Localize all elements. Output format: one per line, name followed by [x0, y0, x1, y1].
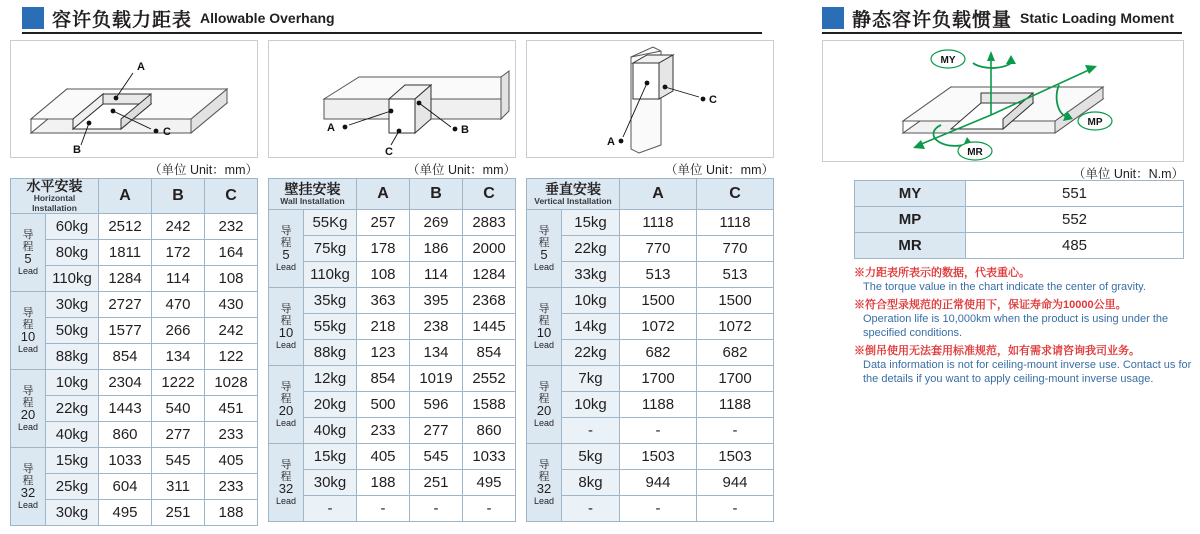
overhang-value-cell: 186: [410, 236, 463, 262]
table-row: [11, 448, 258, 474]
load-value-cell: 15kg: [562, 210, 620, 236]
overhang-value-cell: 944: [620, 470, 697, 496]
table-row: [527, 444, 774, 470]
overhang-value-cell: 451: [205, 396, 258, 422]
overhang-value-cell: 108: [357, 262, 410, 288]
table-row: [527, 418, 774, 444]
overhang-value-cell: 1503: [697, 444, 774, 470]
table-column-header-b: B: [410, 179, 463, 210]
overhang-value-cell: 134: [152, 344, 205, 370]
load-value-cell: -: [304, 496, 357, 522]
overhang-value-cell: 2304: [99, 370, 152, 396]
unit-label-mm: （单位 Unit：mm）: [664, 163, 774, 177]
table-row: [11, 422, 258, 448]
table-vertical-installation: [526, 178, 774, 522]
overhang-value-cell: 242: [205, 318, 258, 344]
table-row: [527, 262, 774, 288]
overhang-value-cell: 218: [357, 314, 410, 340]
figure-horizontal-installation: [10, 40, 258, 158]
table-column-header-b: B: [152, 179, 205, 214]
overhang-value-cell: 134: [410, 340, 463, 366]
table-row: [527, 236, 774, 262]
overhang-value-cell: 188: [357, 470, 410, 496]
table-row: [527, 210, 774, 236]
overhang-value-cell: 108: [205, 266, 258, 292]
overhang-value-cell: -: [620, 496, 697, 522]
table-row: [11, 344, 258, 370]
section-title-en: Allowable Overhang: [200, 10, 335, 26]
table-row: [269, 288, 516, 314]
overhang-value-cell: 233: [205, 474, 258, 500]
load-value-cell: 80kg: [46, 240, 99, 266]
load-value-cell: 60kg: [46, 214, 99, 240]
overhang-value-cell: 545: [410, 444, 463, 470]
overhang-value-cell: 251: [152, 500, 205, 526]
table-row: [527, 366, 774, 392]
table-header-title-en: Wall Installation: [280, 196, 345, 206]
overhang-value-cell: 854: [357, 366, 410, 392]
moment-label-mp: MP: [1087, 117, 1103, 128]
table-row: [527, 288, 774, 314]
overhang-value-cell: 251: [410, 470, 463, 496]
overhang-value-cell: 1033: [463, 444, 516, 470]
overhang-value-cell: 495: [99, 500, 152, 526]
overhang-value-cell: 2727: [99, 292, 152, 318]
overhang-value-cell: 540: [152, 396, 205, 422]
table-row: [11, 500, 258, 526]
load-value-cell: 55kg: [304, 314, 357, 340]
overhang-value-cell: 233: [205, 422, 258, 448]
overhang-value-cell: 1443: [99, 396, 152, 422]
lead-group-cell: 导 程 5 Lead: [269, 210, 304, 288]
overhang-value-cell: 1284: [99, 266, 152, 292]
overhang-value-cell: 1072: [697, 314, 774, 340]
figure-label-B: B: [73, 144, 81, 156]
load-value-cell: 10kg: [46, 370, 99, 396]
table-row: [11, 292, 258, 318]
overhang-value-cell: 682: [697, 340, 774, 366]
overhang-value-cell: -: [697, 418, 774, 444]
overhang-value-cell: 944: [697, 470, 774, 496]
note-item: [854, 344, 1200, 386]
overhang-value-cell: 682: [620, 340, 697, 366]
wall-rail-diagram: [269, 41, 515, 157]
table-row: [527, 470, 774, 496]
table-row: [269, 392, 516, 418]
table-row: [269, 444, 516, 470]
note-text-en: Operation life is 10,000km when the product is using under the specified conditions.: [863, 313, 1169, 339]
overhang-value-cell: -: [410, 496, 463, 522]
table-row: [269, 210, 516, 236]
table-row: [269, 262, 516, 288]
overhang-value-cell: 1033: [99, 448, 152, 474]
table-row: [11, 370, 258, 396]
lead-group-cell: 导 程 32 Lead: [269, 444, 304, 522]
section-rule-right: [822, 32, 1182, 34]
table-header-title: [269, 179, 357, 210]
overhang-value-cell: -: [620, 418, 697, 444]
overhang-value-cell: 2368: [463, 288, 516, 314]
moment-table-row: [855, 181, 1184, 207]
load-value-cell: 88kg: [304, 340, 357, 366]
unit-label-nm: （单位 Unit：N.m）: [1072, 167, 1184, 181]
figure-label-A: A: [607, 136, 615, 148]
load-value-cell: 40kg: [304, 418, 357, 444]
blue-square-icon: [822, 7, 844, 29]
overhang-value-cell: 1500: [620, 288, 697, 314]
load-value-cell: 10kg: [562, 392, 620, 418]
overhang-value-cell: 495: [463, 470, 516, 496]
load-value-cell: -: [562, 418, 620, 444]
overhang-value-cell: -: [463, 496, 516, 522]
overhang-value-cell: 1222: [152, 370, 205, 396]
overhang-value-cell: 123: [357, 340, 410, 366]
moment-label-cell: MR: [855, 233, 966, 259]
figure-static-loading-moment: [822, 40, 1184, 162]
table-column-header-a: A: [357, 179, 410, 210]
table-header-title-en: Vertical Installation: [534, 196, 612, 206]
overhang-value-cell: 405: [205, 448, 258, 474]
overhang-value-cell: 513: [620, 262, 697, 288]
moment-table-row: [855, 233, 1184, 259]
overhang-value-cell: 1118: [620, 210, 697, 236]
moment-table-row: [855, 207, 1184, 233]
lead-group-cell: 导 程 5 Lead: [11, 214, 46, 292]
note-text-en: The torque value in the chart indicate the center of gravity.: [863, 281, 1146, 293]
overhang-value-cell: 860: [99, 422, 152, 448]
moment-value-cell: 552: [966, 207, 1184, 233]
table-header-title-cn: 垂直安装: [545, 181, 601, 197]
lead-group-cell: 导 程 32 Lead: [11, 448, 46, 526]
load-value-cell: 14kg: [562, 314, 620, 340]
load-value-cell: 7kg: [562, 366, 620, 392]
overhang-value-cell: 395: [410, 288, 463, 314]
overhang-value-cell: 269: [410, 210, 463, 236]
lead-group-cell: 导 程 5 Lead: [527, 210, 562, 288]
overhang-value-cell: 596: [410, 392, 463, 418]
overhang-value-cell: 545: [152, 448, 205, 474]
section-title-en: Static Loading Moment: [1020, 10, 1175, 26]
overhang-value-cell: 178: [357, 236, 410, 262]
section-header-static-loading-moment: [822, 5, 1174, 31]
load-value-cell: 35kg: [304, 288, 357, 314]
overhang-value-cell: 1811: [99, 240, 152, 266]
table-row: [269, 340, 516, 366]
table-wall-installation: [268, 178, 516, 522]
overhang-value-cell: 1019: [410, 366, 463, 392]
note-item: [854, 298, 1200, 340]
section-title-cn: 静态容许负载惯量: [852, 9, 1013, 31]
overhang-value-cell: 232: [205, 214, 258, 240]
load-value-cell: 15kg: [46, 448, 99, 474]
figure-vertical-installation: [526, 40, 774, 158]
lead-group-cell: 导 程 20 Lead: [11, 370, 46, 448]
static-loading-moment-table: [854, 180, 1184, 259]
moment-label-cell: MY: [855, 181, 966, 207]
section-rule-left: [22, 32, 762, 34]
lead-group-cell: 导 程 20 Lead: [269, 366, 304, 444]
overhang-value-cell: 1588: [463, 392, 516, 418]
moment-label-cell: MP: [855, 207, 966, 233]
load-value-cell: 30kg: [46, 500, 99, 526]
table-row: [527, 392, 774, 418]
overhang-value-cell: 164: [205, 240, 258, 266]
load-value-cell: 22kg: [562, 340, 620, 366]
overhang-value-cell: 604: [99, 474, 152, 500]
load-value-cell: 33kg: [562, 262, 620, 288]
overhang-value-cell: 188: [205, 500, 258, 526]
figure-label-A: A: [137, 61, 145, 73]
load-value-cell: 12kg: [304, 366, 357, 392]
overhang-value-cell: 233: [357, 418, 410, 444]
figure-wall-installation: [268, 40, 516, 158]
overhang-value-cell: 854: [99, 344, 152, 370]
load-value-cell: 20kg: [304, 392, 357, 418]
table-horizontal-installation: [10, 178, 258, 526]
table-row: [269, 418, 516, 444]
overhang-value-cell: -: [357, 496, 410, 522]
note-text-cn: ※符合型录规范的正常使用下，保证寿命为10000公里。: [854, 299, 1127, 311]
overhang-value-cell: 854: [463, 340, 516, 366]
blue-square-icon: [22, 7, 44, 29]
table-row: [527, 496, 774, 522]
load-value-cell: 30kg: [46, 292, 99, 318]
notes-block: [854, 266, 1200, 390]
overhang-value-cell: 172: [152, 240, 205, 266]
lead-group-cell: 导 程 20 Lead: [527, 366, 562, 444]
table-header-title-en: Horizontal Installation: [32, 193, 77, 213]
overhang-value-cell: 2552: [463, 366, 516, 392]
figure-label-B: B: [461, 124, 469, 136]
note-text-cn: ※力距表所表示的数据，代表重心。: [854, 267, 1030, 279]
figure-label-C: C: [709, 94, 717, 106]
table-row: [11, 318, 258, 344]
overhang-value-cell: 238: [410, 314, 463, 340]
overhang-value-cell: 1445: [463, 314, 516, 340]
load-value-cell: 22kg: [46, 396, 99, 422]
lead-group-cell: 导 程 32 Lead: [527, 444, 562, 522]
table-header-title: [11, 179, 99, 214]
unit-label-mm: （单位 Unit：mm）: [406, 163, 516, 177]
moment-label-my: MY: [940, 55, 956, 66]
load-value-cell: -: [562, 496, 620, 522]
overhang-value-cell: 513: [697, 262, 774, 288]
overhang-value-cell: 2883: [463, 210, 516, 236]
table-row: [269, 236, 516, 262]
table-header-title: [527, 179, 620, 210]
table-row: [11, 214, 258, 240]
overhang-value-cell: 122: [205, 344, 258, 370]
overhang-value-cell: 363: [357, 288, 410, 314]
table-column-header-c: C: [463, 179, 516, 210]
load-value-cell: 25kg: [46, 474, 99, 500]
overhang-value-cell: 500: [357, 392, 410, 418]
moment-label-mr: MR: [967, 147, 983, 158]
overhang-value-cell: 860: [463, 418, 516, 444]
overhang-value-cell: 1118: [697, 210, 774, 236]
lead-group-cell: 导 程 10 Lead: [527, 288, 562, 366]
table-row: [527, 314, 774, 340]
vertical-rail-diagram: [527, 41, 773, 157]
overhang-value-cell: 266: [152, 318, 205, 344]
overhang-value-cell: 405: [357, 444, 410, 470]
overhang-value-cell: 1188: [697, 392, 774, 418]
overhang-value-cell: 1503: [620, 444, 697, 470]
load-value-cell: 22kg: [562, 236, 620, 262]
overhang-value-cell: 114: [410, 262, 463, 288]
load-value-cell: 55Kg: [304, 210, 357, 236]
table-row: [269, 366, 516, 392]
table-row: [527, 340, 774, 366]
overhang-value-cell: 114: [152, 266, 205, 292]
table-header-title-cn: 水平安装: [26, 178, 83, 194]
load-value-cell: 75kg: [304, 236, 357, 262]
table-row: [11, 266, 258, 292]
table-column-header-c: C: [697, 179, 774, 210]
load-value-cell: 8kg: [562, 470, 620, 496]
moment-value-cell: 551: [966, 181, 1184, 207]
overhang-value-cell: 1284: [463, 262, 516, 288]
overhang-value-cell: 277: [410, 418, 463, 444]
note-text-cn: ※倒吊使用无法套用标准规范，如有需求请咨询我司业务。: [854, 345, 1140, 357]
load-value-cell: 15kg: [304, 444, 357, 470]
overhang-value-cell: 242: [152, 214, 205, 240]
overhang-value-cell: 1577: [99, 318, 152, 344]
table-row: [11, 396, 258, 422]
overhang-value-cell: 257: [357, 210, 410, 236]
table-row: [11, 474, 258, 500]
table-row: [269, 496, 516, 522]
overhang-value-cell: 770: [620, 236, 697, 262]
table-row: [11, 240, 258, 266]
load-value-cell: 30kg: [304, 470, 357, 496]
figure-label-A: A: [327, 122, 335, 134]
overhang-value-cell: -: [697, 496, 774, 522]
note-item: [854, 266, 1200, 294]
load-value-cell: 50kg: [46, 318, 99, 344]
overhang-value-cell: 1072: [620, 314, 697, 340]
overhang-value-cell: 2000: [463, 236, 516, 262]
overhang-value-cell: 1188: [620, 392, 697, 418]
horizontal-rail-diagram: [11, 41, 257, 157]
load-value-cell: 40kg: [46, 422, 99, 448]
load-value-cell: 10kg: [562, 288, 620, 314]
section-title-cn: 容许负载力距表: [52, 9, 193, 31]
table-column-header-c: C: [205, 179, 258, 214]
overhang-value-cell: 430: [205, 292, 258, 318]
figure-label-C: C: [385, 146, 393, 157]
overhang-value-cell: 311: [152, 474, 205, 500]
lead-group-cell: 导 程 10 Lead: [11, 292, 46, 370]
moment-axes-diagram: [823, 41, 1183, 161]
overhang-value-cell: 1700: [697, 366, 774, 392]
table-header-title-cn: 壁挂安装: [284, 181, 341, 197]
load-value-cell: 110kg: [46, 266, 99, 292]
load-value-cell: 88kg: [46, 344, 99, 370]
unit-label-mm: （单位 Unit：mm）: [148, 163, 258, 177]
note-text-en: Data information is not for ceiling-mount inverse use. Contact us for the details if you want to apply ceiling-mount inverse usage.: [863, 359, 1192, 385]
overhang-value-cell: 1028: [205, 370, 258, 396]
load-value-cell: 5kg: [562, 444, 620, 470]
table-row: [269, 314, 516, 340]
table-row: [269, 470, 516, 496]
overhang-value-cell: 277: [152, 422, 205, 448]
overhang-value-cell: 1700: [620, 366, 697, 392]
overhang-value-cell: 470: [152, 292, 205, 318]
lead-group-cell: 导 程 10 Lead: [269, 288, 304, 366]
section-header-allowable-overhang: [22, 5, 335, 31]
overhang-value-cell: 770: [697, 236, 774, 262]
moment-value-cell: 485: [966, 233, 1184, 259]
table-column-header-a: A: [620, 179, 697, 210]
overhang-value-cell: 1500: [697, 288, 774, 314]
table-column-header-a: A: [99, 179, 152, 214]
figure-label-C: C: [163, 126, 171, 138]
load-value-cell: 110kg: [304, 262, 357, 288]
overhang-value-cell: 2512: [99, 214, 152, 240]
